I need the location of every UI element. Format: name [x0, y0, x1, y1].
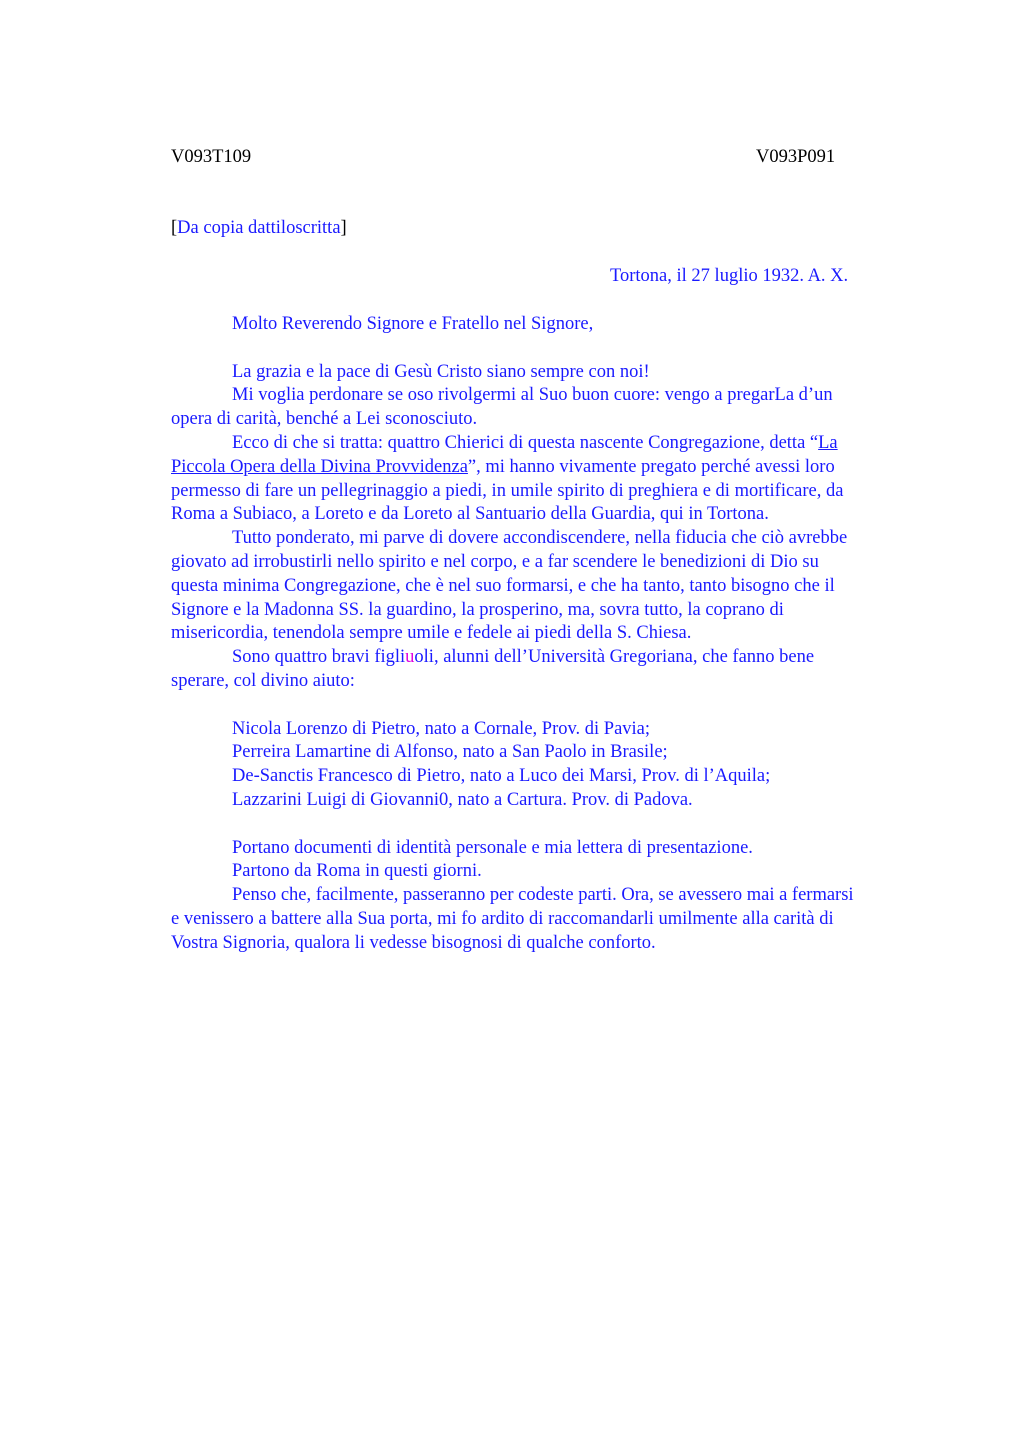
source-note: [171, 217, 347, 241]
paragraph-6: Partono da Roma in questi giorni.: [232, 861, 482, 882]
paragraph-3-line-5: misericordia, tenendola sempre umile e fedele ai piedi della S. Chiesa.: [171, 623, 692, 644]
source-label: Da copia dattiloscritta: [177, 218, 341, 238]
paragraph-3-line-4: Signore e la Madonna SS. la guardino, la prosperino, ma, sovra tutto, la coprano di: [171, 599, 784, 620]
paragraph-2-line-4: Roma a Subiaco, a Loreto e da Loreto al Santuario della Guardia, qui in Tortona.: [171, 504, 769, 525]
paragraph-7-line-2: e venissero a battere alla Sua porta, mi fo ardito di raccomandarli umilmente alla carità di: [171, 908, 834, 929]
paragraph-2-line-1-pre: Ecco di che si tratta: quattro Chierici di questa nascente Congregazione, detta “: [232, 432, 819, 453]
edit-mark-letter: u: [405, 647, 415, 668]
paragraph-7-line-3: Vostra Signoria, qualora li vedesse bisognosi di qualche conforto.: [171, 932, 656, 953]
paragraph-3-line-1: Tutto ponderato, mi parve di dovere accondiscendere, nella fiducia che ciò avrebbe: [232, 528, 848, 549]
paragraph-3: [171, 527, 931, 646]
paragraph-3-line-3: questa minima Congregazione, che è nel suo formarsi, e che ha tanto, tanto bisogno che il: [171, 575, 835, 596]
document-code-left: V093T109: [171, 147, 252, 167]
source-close-bracket: ]: [340, 218, 347, 238]
letter-body: [171, 313, 931, 956]
paragraph-7: [171, 884, 931, 955]
salutation: Molto Reverendo Signore e Fratello nel Signore,: [232, 314, 594, 334]
paragraph-1: [171, 384, 931, 432]
document-code-right: V093P091: [756, 147, 836, 167]
greeting: La grazia e la pace di Gesù Cristo siano sempre con noi!: [232, 361, 650, 382]
paragraph-1-line-2: opera di carità, benché a Lei sconosciuto.: [171, 409, 478, 430]
student-list-item: Perreira Lamartine di Alfonso, nato a San Paolo in Brasile;: [232, 742, 668, 763]
congregation-name-part-1: La: [818, 432, 838, 453]
paragraph-1-line-1: Mi voglia perdonare se oso rivolgermi al Suo buon cuore: vengo a pregarLa d’un: [232, 385, 833, 406]
paragraph-2-line-2: [171, 456, 931, 480]
letter-date: Tortona, il 27 luglio 1932. A. X.: [610, 266, 849, 286]
paragraph-2: [171, 432, 931, 527]
paragraph-2-line-2-post: ”, mi hanno vivamente pregato perché avessi loro: [467, 456, 835, 477]
student-list-item: Lazzarini Luigi di Giovanni0, nato a Cartura. Prov. di Padova.: [232, 789, 693, 810]
paragraph-7-line-1: Penso che, facilmente, passeranno per codeste parti. Ora, se avessero mai a fermarsi: [232, 885, 854, 906]
paragraph-4-line-1-a: Sono quattro bravi figli: [232, 647, 406, 668]
paragraph-3-line-2: giovato ad irrobustirli nello spirito e nel corpo, e a far scendere le benedizioni di Dio su: [171, 551, 819, 572]
paragraph-4: [171, 646, 931, 694]
congregation-name-part-2: Piccola Opera della Divina Provvidenza: [171, 456, 468, 477]
source-open-bracket: [: [171, 218, 178, 238]
paragraph-4-line-1-b: oli, alunni dell’Università Gregoriana, che fanno bene: [414, 647, 815, 668]
paragraph-4-line-2: sperare, col divino aiuto:: [171, 670, 355, 691]
paragraph-5: Portano documenti di identità personale e mia lettera di presentazione.: [232, 837, 753, 858]
student-list-item: Nicola Lorenzo di Pietro, nato a Cornale, Prov. di Pavia;: [232, 718, 651, 739]
student-list-item: De-Sanctis Francesco di Pietro, nato a Luco dei Marsi, Prov. di l’Aquila;: [232, 766, 771, 787]
paragraph-2-line-3: permesso di fare un pellegrinaggio a piedi, in umile spirito di preghiera e di mortificare, da: [171, 480, 844, 501]
